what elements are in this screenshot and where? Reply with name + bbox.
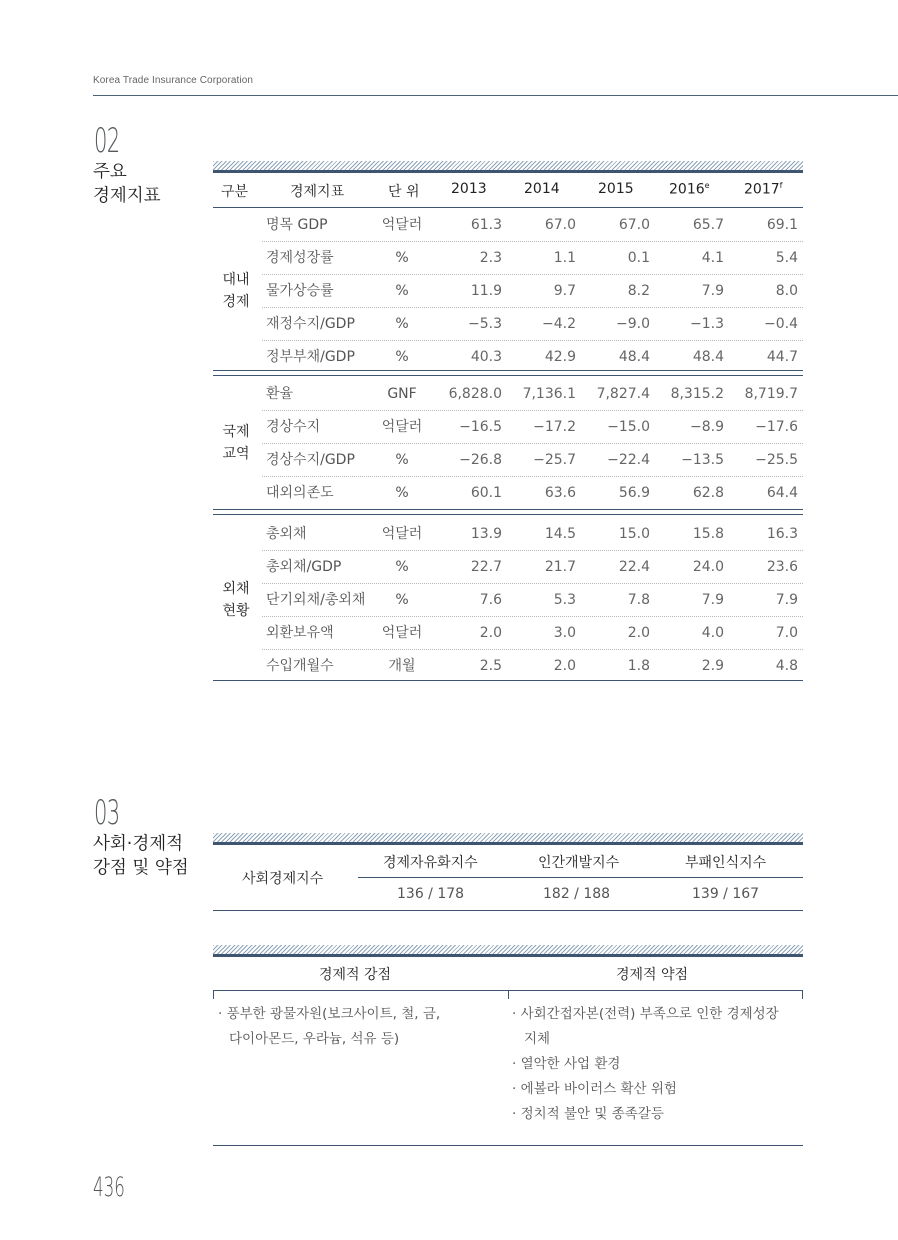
value-cell: 56.9 xyxy=(618,485,650,501)
value-cell: 24.0 xyxy=(692,559,724,575)
row-divider xyxy=(262,616,803,617)
value-cell: 6,828.0 xyxy=(448,386,502,402)
value-cell: 7,136.1 xyxy=(522,386,576,402)
value-cell: −17.2 xyxy=(533,419,576,435)
value-cell: 8.2 xyxy=(627,283,650,299)
value-cell: 48.4 xyxy=(618,349,650,365)
value-cell: 9.7 xyxy=(553,283,576,299)
row-divider xyxy=(262,550,803,551)
section-title-03: 사회·경제적 강점 및 약점 xyxy=(93,834,189,878)
col-2016: 2016e xyxy=(669,181,710,198)
value-cell: 64.4 xyxy=(766,485,798,501)
weakness-list xyxy=(512,1002,804,1127)
value-cell: 13.9 xyxy=(470,526,502,542)
value-cell: 11.9 xyxy=(470,283,502,299)
unit-cell: % xyxy=(395,349,409,365)
value-cell: −4.2 xyxy=(542,316,576,332)
value-cell: −13.5 xyxy=(681,452,724,468)
strength-item: · 풍부한 광물자원(보크사이트, 철, 금, xyxy=(218,1006,441,1022)
value-cell: 2.0 xyxy=(553,658,576,674)
section-number-03: 03 xyxy=(94,793,120,833)
unit-cell: % xyxy=(395,452,409,468)
col-2013: 2013 xyxy=(451,181,487,197)
value-cell: 5.3 xyxy=(553,592,576,608)
value-cell: 22.7 xyxy=(470,559,502,575)
group-divider-top xyxy=(213,509,803,510)
index-col-corruption: 부패인식지수 xyxy=(685,855,767,871)
value-cell: 16.3 xyxy=(766,526,798,542)
sw-table-top-hatch xyxy=(213,945,803,957)
value-cell: 65.7 xyxy=(692,217,724,233)
value-cell: −5.3 xyxy=(468,316,502,332)
weakness-heading: 경제적 약점 xyxy=(616,967,689,983)
value-cell: 2.9 xyxy=(701,658,724,674)
value-cell: 2.0 xyxy=(479,625,502,641)
row-divider xyxy=(262,340,803,341)
indicator-name: 단기외채/총외채 xyxy=(266,592,366,608)
value-cell: 67.0 xyxy=(544,217,576,233)
header-bottom-rule xyxy=(213,207,803,208)
value-cell: 42.9 xyxy=(544,349,576,365)
value-cell: 2.5 xyxy=(479,658,502,674)
value-cell: 2.3 xyxy=(479,250,502,266)
value-cell: 23.6 xyxy=(766,559,798,575)
value-cell: 5.4 xyxy=(775,250,798,266)
unit-cell: GNF xyxy=(387,386,417,402)
value-cell: 61.3 xyxy=(470,217,502,233)
unit-cell: % xyxy=(395,283,409,299)
value-cell: 8,719.7 xyxy=(744,386,798,402)
value-cell: −26.8 xyxy=(459,452,502,468)
value-cell: 1.8 xyxy=(627,658,650,674)
group-divider-top xyxy=(213,370,803,371)
sw-table-bottom-rule xyxy=(213,1145,803,1146)
col-2015: 2015 xyxy=(598,181,634,197)
value-cell: 4.8 xyxy=(775,658,798,674)
value-cell: −16.5 xyxy=(459,419,502,435)
row-divider xyxy=(262,443,803,444)
value-cell: 7.6 xyxy=(479,592,502,608)
value-cell: 1.1 xyxy=(553,250,576,266)
indicator-name: 대외의존도 xyxy=(266,485,334,501)
value-cell: 7.9 xyxy=(701,592,724,608)
index-val-corruption: 139 / 167 xyxy=(692,886,760,902)
index-table-top-hatch xyxy=(213,833,803,845)
value-cell: 60.1 xyxy=(470,485,502,501)
value-cell: 48.4 xyxy=(692,349,724,365)
value-cell: 2.0 xyxy=(627,625,650,641)
row-divider xyxy=(262,583,803,584)
indicator-name: 명목 GDP xyxy=(266,217,328,233)
index-table-bottom-rule xyxy=(213,910,803,911)
value-cell: 14.5 xyxy=(544,526,576,542)
unit-cell: % xyxy=(395,250,409,266)
value-cell: 4.0 xyxy=(701,625,724,641)
indicator-name: 수입개월수 xyxy=(266,658,334,674)
index-label: 사회경제지수 xyxy=(242,871,324,887)
strength-heading: 경제적 강점 xyxy=(319,967,392,983)
weakness-item: · 정치적 불안 및 종족갈등 xyxy=(512,1106,664,1122)
value-cell: −9.0 xyxy=(616,316,650,332)
sw-tick-left xyxy=(213,990,214,999)
row-divider xyxy=(262,410,803,411)
value-cell: 21.7 xyxy=(544,559,576,575)
table-top-hatch xyxy=(213,161,803,173)
value-cell: 15.0 xyxy=(618,526,650,542)
unit-cell: 억달러 xyxy=(381,625,423,641)
weakness-item: · 열악한 사업 환경 xyxy=(512,1056,621,1072)
value-cell: 7.9 xyxy=(701,283,724,299)
indicator-name: 총외채 xyxy=(266,526,307,542)
value-cell: 4.1 xyxy=(701,250,724,266)
index-col-human-development: 인간개발지수 xyxy=(538,855,620,871)
value-cell: 67.0 xyxy=(618,217,650,233)
group-divider-bottom xyxy=(213,375,803,376)
index-val-human-development: 182 / 188 xyxy=(543,886,611,902)
value-cell: 8.0 xyxy=(775,283,798,299)
header-rule xyxy=(93,95,898,96)
value-cell: 7.8 xyxy=(627,592,650,608)
value-cell: 3.0 xyxy=(553,625,576,641)
value-cell: 62.8 xyxy=(692,485,724,501)
row-divider xyxy=(262,274,803,275)
weakness-item-cont: 지체 xyxy=(524,1031,551,1047)
value-cell: 7,827.4 xyxy=(596,386,650,402)
value-cell: −1.3 xyxy=(690,316,724,332)
unit-cell: % xyxy=(395,316,409,332)
strength-list xyxy=(218,1002,503,1052)
indicator-name: 경제성장률 xyxy=(266,250,334,266)
value-cell: 22.4 xyxy=(618,559,650,575)
indicator-name: 총외채/GDP xyxy=(266,559,342,575)
value-cell: −25.7 xyxy=(533,452,576,468)
col-2014: 2014 xyxy=(524,181,560,197)
weakness-item: · 사회간접자본(전력) 부족으로 인한 경제성장 xyxy=(512,1006,779,1022)
col-2017: 2017$^f$ xyxy=(744,181,783,198)
col-indicator: 경제지표 xyxy=(290,184,345,200)
unit-cell: % xyxy=(395,485,409,501)
sw-tick-mid xyxy=(508,990,509,999)
indicator-name: 정부부채/GDP xyxy=(266,349,355,365)
unit-cell: 개월 xyxy=(388,658,416,674)
indicator-name: 경상수지/GDP xyxy=(266,452,355,468)
weakness-item: · 에볼라 바이러스 확산 위험 xyxy=(512,1081,677,1097)
value-cell: −15.0 xyxy=(607,419,650,435)
value-cell: 69.1 xyxy=(766,217,798,233)
row-group-label: 국제 교역 xyxy=(222,424,250,462)
indicator-name: 물가상승률 xyxy=(266,283,334,299)
section-number-02: 02 xyxy=(94,121,120,161)
indicator-name: 외환보유액 xyxy=(266,625,334,641)
group-divider-bottom xyxy=(213,514,803,515)
row-divider xyxy=(262,476,803,477)
value-cell: −17.6 xyxy=(755,419,798,435)
indicator-name: 재정수지/GDP xyxy=(266,316,355,332)
section-title-02: 주요 경제지표 xyxy=(93,162,161,206)
unit-cell: 억달러 xyxy=(381,526,423,542)
indicator-name: 경상수지 xyxy=(266,419,321,435)
row-divider xyxy=(262,241,803,242)
value-cell: 8,315.2 xyxy=(670,386,724,402)
row-divider xyxy=(262,307,803,308)
page-number: 436 xyxy=(93,1172,125,1203)
col-unit: 단 위 xyxy=(388,184,420,200)
row-group-label: 대내 경제 xyxy=(222,271,250,310)
table-bottom-rule xyxy=(213,680,803,681)
unit-cell: 억달러 xyxy=(381,419,423,435)
value-cell: 63.6 xyxy=(544,485,576,501)
value-cell: 40.3 xyxy=(470,349,502,365)
value-cell: 15.8 xyxy=(692,526,724,542)
value-cell: −8.9 xyxy=(690,419,724,435)
value-cell: −22.4 xyxy=(607,452,650,468)
strength-item-cont: 다이아몬드, 우라늄, 석유 등) xyxy=(229,1031,400,1047)
row-group-label: 외채 현황 xyxy=(222,580,250,619)
running-header: Korea Trade Insurance Corporation xyxy=(93,75,254,86)
index-header-rule xyxy=(358,877,803,878)
value-cell: 0.1 xyxy=(627,250,650,266)
index-col-economic-freedom: 경제자유화지수 xyxy=(383,855,478,871)
indicator-name: 환율 xyxy=(266,386,294,402)
unit-cell: % xyxy=(395,592,409,608)
index-val-economic-freedom: 136 / 178 xyxy=(397,886,465,902)
value-cell: −0.4 xyxy=(764,316,798,332)
sw-tick-right xyxy=(802,990,803,999)
unit-cell: % xyxy=(395,559,409,575)
value-cell: 7.9 xyxy=(775,592,798,608)
unit-cell: 억달러 xyxy=(381,217,423,233)
value-cell: 44.7 xyxy=(766,349,798,365)
row-divider xyxy=(262,649,803,650)
value-cell: −25.5 xyxy=(755,452,798,468)
value-cell: 7.0 xyxy=(775,625,798,641)
col-group: 구분 xyxy=(221,184,249,200)
